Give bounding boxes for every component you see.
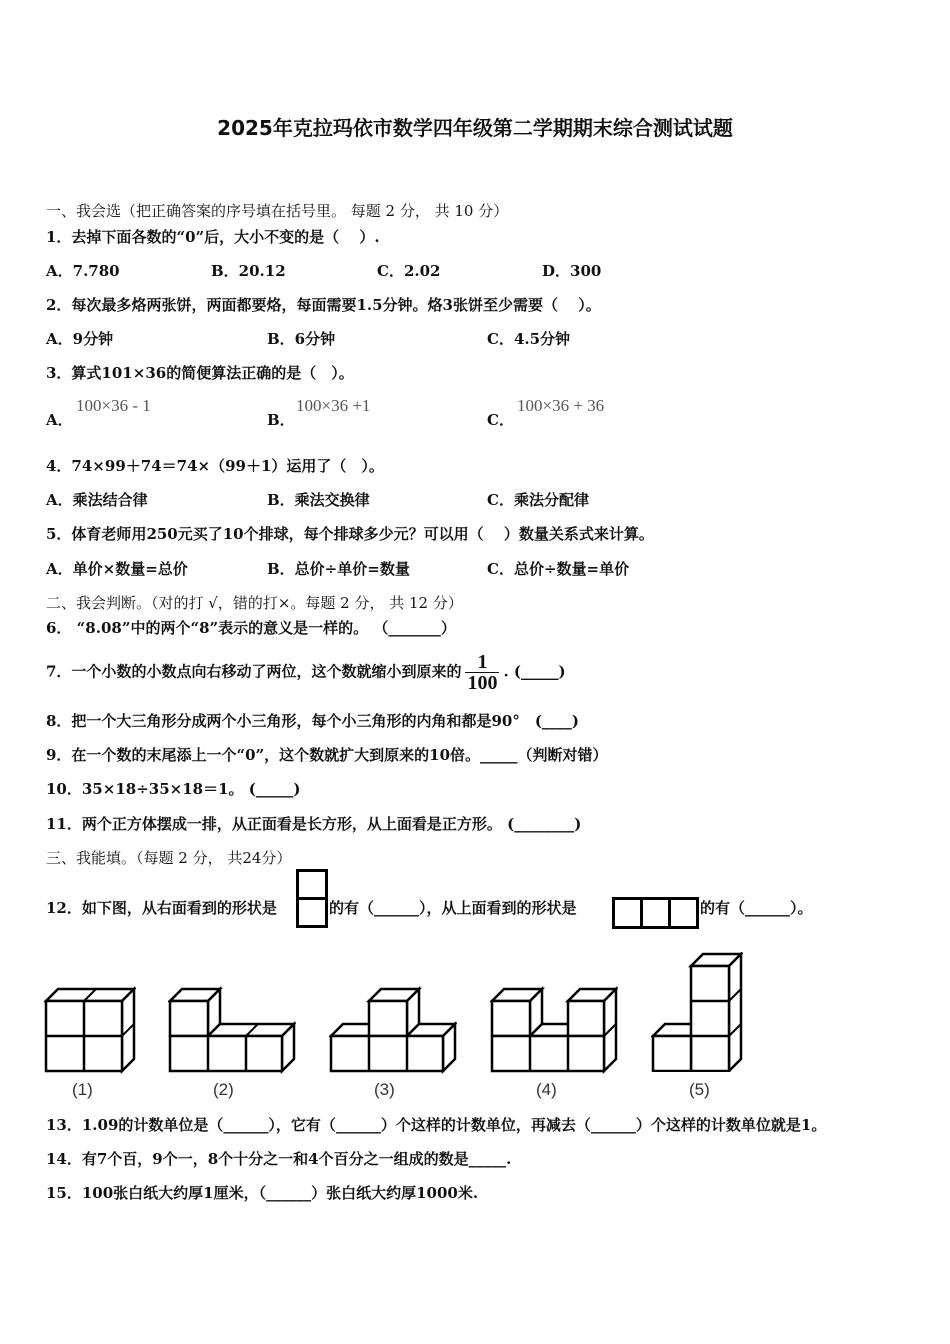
q2-option-a: A．9分钟 [46, 330, 114, 348]
question-13: 13．1.09的计数单位是（______），它有（______）个这样的计数单位，再减去（______）个这样的计数单位就是1。 [46, 1116, 827, 1134]
q7-denominator: 100 [467, 672, 498, 694]
question-10: 10．35×18÷35×18＝1。 (_____) [46, 780, 301, 798]
q12-text-part1: 12．如下图，从右面看到的形状是 [46, 899, 277, 917]
question-14: 14．有7个百，9个一，8个十分之一和4个百分之一组成的数是_____. [46, 1150, 512, 1168]
question-15: 15．100张白纸大约厚1厘米，（______）张白纸大约厚1000米. [46, 1184, 479, 1202]
q4-option-a: A．乘法结合律 [46, 491, 148, 509]
question-6: 6． “8.08”中的两个“8”表示的意义是一样的。 （_______） [46, 619, 456, 637]
q7-numerator: 1 [465, 652, 499, 673]
cube-figure-2 [168, 985, 296, 1075]
q1-option-b: B．20.12 [211, 262, 286, 280]
q1-option-c: C．2.02 [377, 262, 441, 280]
figure-label-4: (4) [536, 1080, 557, 1099]
section-1-heading: 一、我会选（把正确答案的序号填在括号里。 每题 2 分， 共 10 分） [46, 202, 509, 220]
q12-text-part2: 的有（______），从上面看到的形状是 [329, 899, 577, 917]
q4-option-b: B．乘法交换律 [267, 491, 370, 509]
cube-figure-4 [490, 985, 618, 1075]
page-title: 2025年克拉玛依市数学四年级第二学期期末综合测试试题 [217, 116, 733, 140]
q7-suffix: . (_____) [503, 662, 566, 681]
q3-expression-a: 100×36 - 1 [76, 396, 151, 415]
section-3-heading: 三、我能填。（每题 2 分， 共24分） [46, 849, 292, 867]
question-3: 3．算式101×36的简便算法正确的是（ ）。 [46, 364, 354, 382]
cube-figure-3 [329, 985, 457, 1075]
q2-option-b: B．6分钟 [267, 330, 336, 348]
section-2-heading: 二、我会判断。（对的打 √，错的打×。每题 2 分， 共 12 分） [46, 594, 463, 612]
question-11: 11．两个正方体摆成一排，从正面看是长方形，从上面看是正方形。 (________) [46, 815, 582, 833]
q1-option-a: A．7.780 [46, 262, 120, 280]
cube-figure-5 [651, 952, 743, 1072]
q7-text: 7．一个小数的小数点向右移动了两位，这个数就缩小到原来的 [46, 662, 462, 681]
q2-option-c: C．4.5分钟 [487, 330, 571, 348]
question-8: 8．把一个大三角形分成两个小三角形，每个小三角形的内角和都是90° (____) [46, 712, 580, 730]
top-view-shape-icon [612, 897, 699, 929]
q3-option-a: A． [46, 411, 73, 429]
q5-option-b: B．总价÷单价=数量 [267, 560, 410, 578]
question-2: 2．每次最多烙两张饼，两面都要烙，每面需要1.5分钟。烙3张饼至少需要（ ）。 [46, 296, 601, 314]
cube-figure-1 [44, 985, 136, 1075]
q3-option-b: B． [267, 411, 295, 429]
q4-option-c: C．乘法分配律 [487, 491, 589, 509]
question-9: 9．在一个数的末尾添上一个“0”，这个数就扩大到原来的10倍。_____（判断对错） [46, 746, 608, 764]
figure-label-5: (5) [689, 1080, 710, 1099]
side-view-shape-icon [296, 869, 328, 929]
q3-expression-c: 100×36 + 36 [517, 396, 605, 415]
question-1: 1．去掉下面各数的“0”后，大小不变的是（ ）. [46, 228, 380, 246]
q5-option-a: A．单价×数量=总价 [46, 560, 188, 578]
figure-label-3: (3) [374, 1080, 395, 1099]
q12-text-part3: 的有（______）。 [700, 899, 813, 917]
figure-label-2: (2) [213, 1080, 234, 1099]
q5-option-c: C．总价÷数量=单价 [487, 560, 630, 578]
q3-expression-b: 100×36 +1 [296, 396, 371, 415]
question-5: 5．体育老师用250元买了10个排球，每个排球多少元？可以用（ ）数量关系式来计算。 [46, 525, 654, 543]
figure-label-1: (1) [72, 1080, 93, 1099]
q1-option-d: D．300 [542, 262, 602, 280]
q7-fraction [465, 652, 499, 693]
q3-option-c: C． [487, 411, 514, 429]
question-7 [46, 652, 566, 693]
question-4: 4．74×99＋74＝74×（99＋1）运用了（ ）。 [46, 457, 384, 475]
